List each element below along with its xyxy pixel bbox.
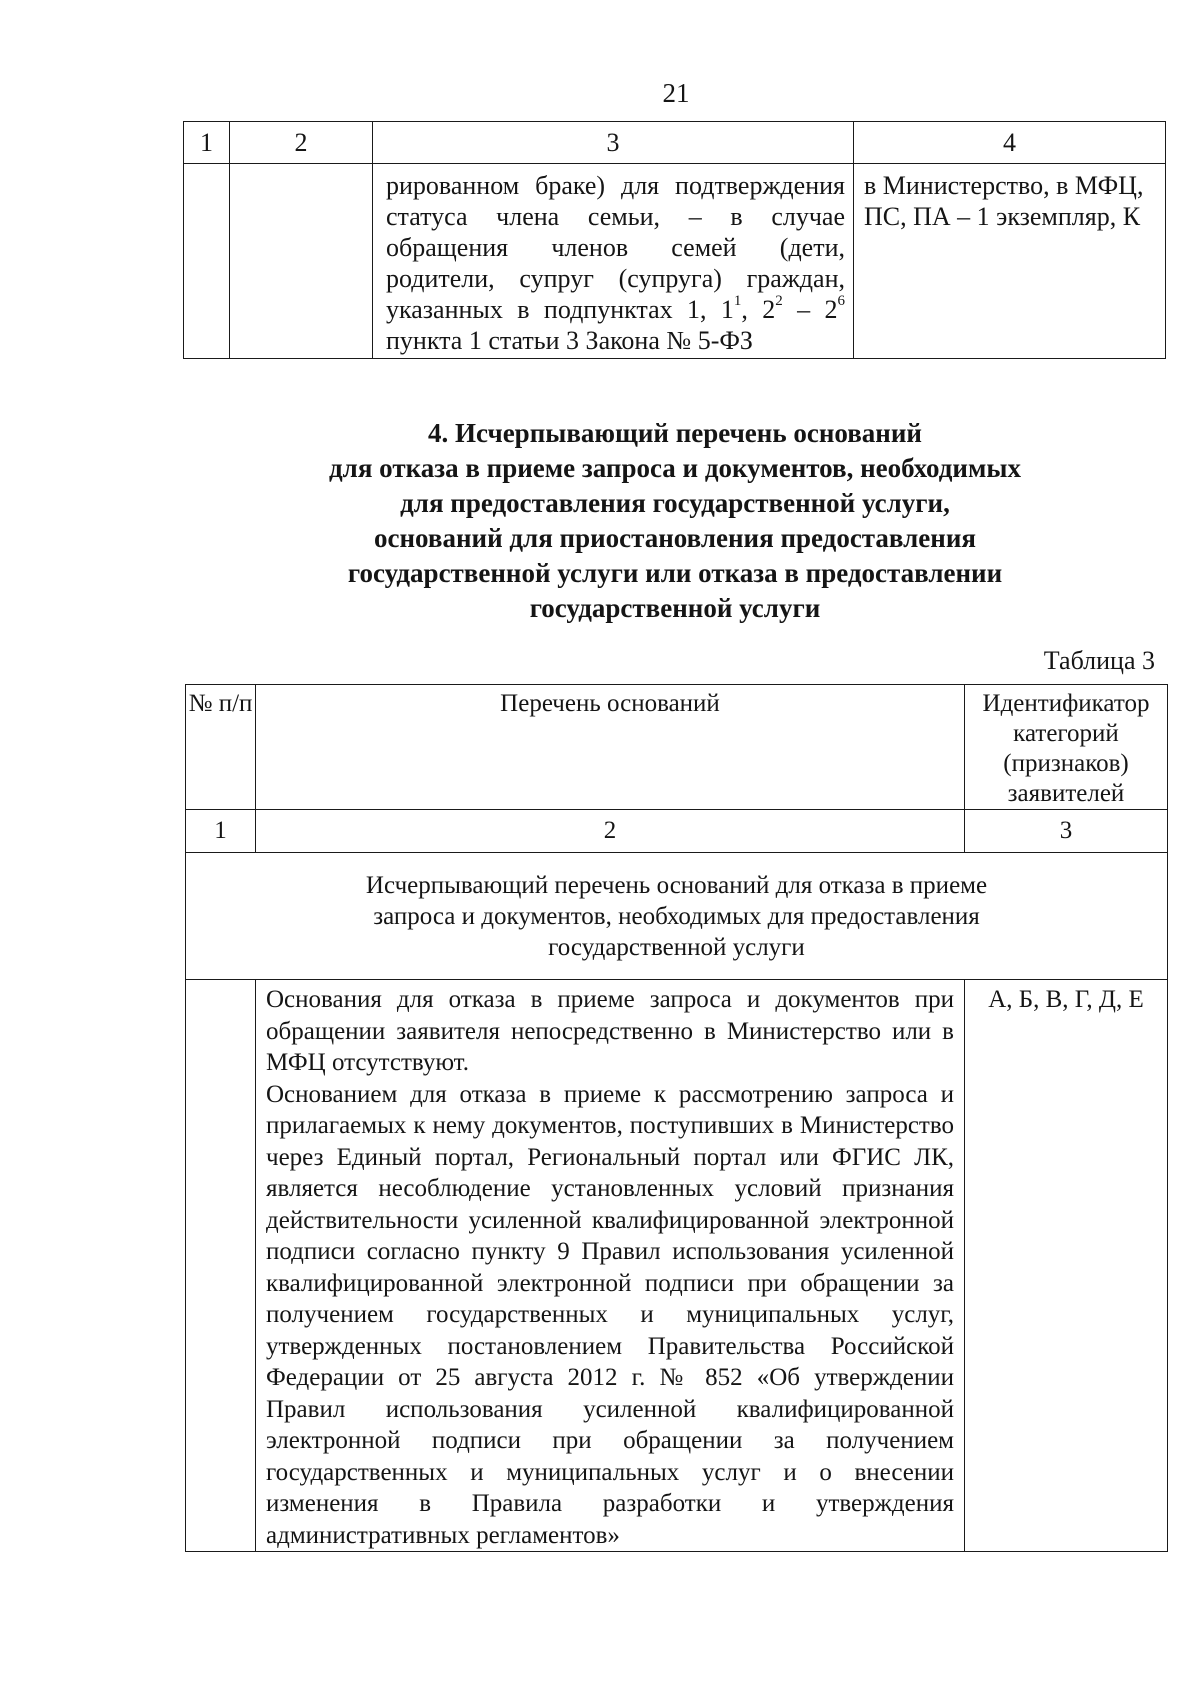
table-row: [186, 980, 1168, 1552]
paragraph-grounds-signature: Основанием для отказа в приеме к рассмотрению запроса и прилагаемых к нему документов, поступивших в Министерство через Единый портал, Региональный портал или ФГИС ЛК, является несоблюдение установленных условий признания действительности усиленной квалифицированной электронной подписи согласно пункту 9 Правил использования усиленной квалифицированной электронной подписи при обращении за получением государственных и муниципальных услуг, утвержденных постановлением Правительства Российской Федерации от 25 августа 2012 г. № 852 «Об утверждении Правил использования усиленной квалифицированной электронной подписи при обращении за получением государственных и муниципальных услуг и о внесении изменения в Правила разработки и утверждения административных регламентов»: [266, 1080, 954, 1549]
column-numbers-row: [186, 810, 1168, 853]
table-caption: Таблица 3: [1043, 646, 1155, 675]
table-header-row: [186, 685, 1168, 810]
header-number: № п/п: [186, 685, 256, 810]
subheading-cell: [186, 853, 1168, 980]
cell-categories: А, Б, В, Г, Д, Е: [965, 980, 1168, 1552]
page-number: 21: [662, 78, 690, 108]
grounds-table: [185, 684, 1168, 1552]
column-number-1: 1: [186, 810, 256, 853]
header-grounds-list: Перечень оснований: [256, 685, 965, 810]
cell-grounds: [256, 980, 965, 1552]
table-header-row: [184, 122, 1166, 164]
cell-number: [186, 980, 256, 1552]
heading-line: государственной услуги: [529, 593, 821, 623]
heading-line: оснований для приостановления предоставления: [374, 523, 976, 553]
column-number-2: 2: [256, 810, 965, 853]
cell-col4: в Министерство, в МФЦ, ПС, ПА – 1 экземпляр, К: [854, 164, 1166, 359]
heading-line: для отказа в приеме запроса и документов, необходимых: [329, 453, 1021, 483]
column-number-3: 3: [373, 122, 854, 164]
column-number-1: 1: [184, 122, 230, 164]
column-number-4: 4: [854, 122, 1166, 164]
column-number-3: 3: [965, 810, 1168, 853]
cell-col1: [184, 164, 230, 359]
paragraph-no-grounds: Основания для отказа в приеме запроса и документов при обращении заявителя непосредственно в Министерство или в МФЦ отсутствуют.: [266, 986, 954, 1076]
header-category-identifier: Идентификатор категорий (признаков) заявителей: [965, 685, 1168, 810]
subheading-text: Исчерпывающий перечень оснований для отказа в приеме запроса и документов, необходимых для предоставления государственной услуги: [365, 871, 988, 961]
section-heading: [240, 416, 1110, 626]
table-row: [184, 164, 1166, 359]
column-number-2: 2: [230, 122, 373, 164]
cell-col2: [230, 164, 373, 359]
heading-line: для предоставления государственной услуги,: [400, 488, 950, 518]
continued-table: [183, 121, 1166, 359]
subheading-row: [186, 853, 1168, 980]
heading-line: 4. Исчерпывающий перечень оснований: [428, 418, 922, 448]
cell-col3: рированном браке) для подтверждения статуса члена семьи, – в случае обращения членов семей (дети, родители, супруг (супруга) граждан, указанных в подпунктах 1, $1^1$, $2^2 - 2^6$ пункта 1 статьи 3 Закона № 5-ФЗ: [373, 164, 854, 359]
heading-line: государственной услуги или отказа в предоставлении: [347, 558, 1003, 588]
